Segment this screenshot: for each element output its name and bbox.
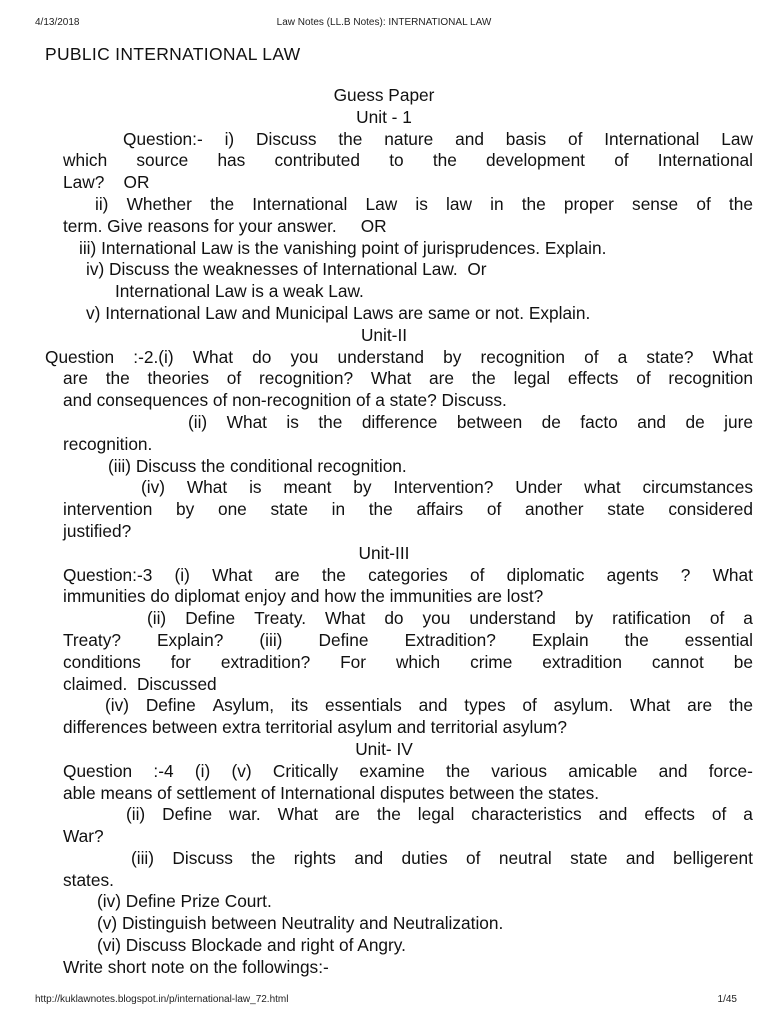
word: another (524, 499, 584, 520)
word: Critically (272, 760, 339, 781)
word: Question (63, 760, 133, 781)
word: nature (384, 128, 434, 149)
word: is (249, 477, 262, 498)
word: (ii) (188, 411, 208, 432)
word: of (226, 368, 242, 389)
word: Define (145, 695, 196, 716)
word: of (567, 128, 583, 149)
word: of (696, 193, 711, 214)
text-line (126, 804, 753, 826)
word: Question (45, 346, 115, 367)
word: force- (708, 760, 753, 781)
word: crime (470, 651, 513, 672)
word: meant (283, 477, 332, 498)
text-line (63, 630, 753, 652)
section-heading: Unit - 1 (356, 106, 412, 127)
word: source (136, 150, 189, 171)
word: belligerent (673, 847, 753, 868)
word: (iv) (105, 695, 129, 716)
word: the (521, 193, 546, 214)
word: Define (318, 629, 369, 650)
word: to (389, 150, 404, 171)
word: by (574, 608, 594, 629)
text-line: immunities do diplomat enjoy and how the immunities are lost? (63, 586, 544, 607)
word: one (217, 499, 247, 520)
word: recognition (480, 346, 566, 367)
word: be (733, 651, 753, 672)
word: Explain (531, 629, 589, 650)
word: of (470, 564, 485, 585)
word: legal (513, 368, 551, 389)
word: has (217, 150, 246, 171)
word: legal (417, 804, 455, 825)
word: Law (365, 193, 398, 214)
word: in (331, 499, 346, 520)
word: (i) (194, 760, 211, 781)
text-line: Law? OR (63, 172, 150, 193)
word: is (286, 411, 299, 432)
word: do (384, 608, 404, 629)
print-page-number: 1/45 (717, 994, 737, 1005)
word: the (376, 804, 401, 825)
word: International (252, 193, 348, 214)
word: the (321, 564, 346, 585)
word: of (711, 804, 727, 825)
word: the (318, 411, 343, 432)
word: are (334, 804, 360, 825)
text-line: v) International Law and Municipal Laws are same or not. Explain. (86, 302, 591, 323)
word: Question:- (123, 128, 203, 149)
word: for (170, 651, 191, 672)
section-heading: Guess Paper (333, 85, 435, 105)
word: state (607, 499, 645, 520)
word: For (340, 651, 367, 672)
word: Asylum, (212, 695, 275, 716)
word: its (290, 695, 309, 716)
word: facto (580, 411, 618, 432)
word: (ii) (126, 804, 146, 825)
word: and (637, 411, 667, 432)
word: of (709, 608, 725, 629)
word: Intervention? (393, 477, 494, 498)
text-line (105, 695, 753, 717)
word: of (486, 499, 502, 520)
word: de (541, 411, 561, 432)
word: basis (505, 128, 547, 149)
word: diplomatic (506, 564, 585, 585)
word: by (443, 346, 462, 367)
word: Explain? (157, 629, 224, 650)
word: What (712, 346, 753, 367)
word: What (630, 695, 671, 716)
word: What (212, 564, 253, 585)
word: What (370, 368, 412, 389)
word: What (277, 804, 318, 825)
word: What (226, 411, 267, 432)
text-line: (vi) Discuss Blockade and right of Angry. (97, 935, 406, 956)
word: characteristics (471, 804, 582, 825)
word: extradition (542, 651, 622, 672)
word: and (354, 847, 384, 868)
word: is (415, 193, 428, 214)
text-line: (v) Distinguish between Neutrality and Neutralization. (97, 913, 504, 934)
word: state (570, 847, 608, 868)
word: effects (567, 368, 619, 389)
word: effects (644, 804, 695, 825)
word: are (687, 695, 713, 716)
text-line (63, 150, 753, 172)
text-line (123, 129, 753, 151)
word: which (395, 651, 441, 672)
word: What (186, 477, 228, 498)
word: the (338, 128, 363, 149)
word: recognition (668, 368, 753, 389)
text-line: states. (63, 869, 114, 890)
text-line: justified? (63, 520, 132, 541)
word: are (429, 368, 454, 389)
word: Law (721, 128, 753, 149)
word: Define (185, 608, 236, 629)
text-line: (iii) Discuss the conditional recognition. (108, 455, 407, 476)
word: state (270, 499, 308, 520)
word: the (210, 193, 235, 214)
section-heading: Unit-II (360, 324, 408, 345)
word: ? (680, 564, 691, 585)
word: ii) (95, 193, 109, 214)
word: are (63, 368, 88, 389)
text-line (63, 368, 753, 390)
word: Question:-3 (63, 564, 153, 585)
word: by (353, 477, 372, 498)
text-line: Write short note on the followings:- (63, 956, 329, 977)
word: by (176, 499, 195, 520)
word: ratification (612, 608, 691, 629)
word: Treaty. (254, 608, 306, 629)
word: state? (646, 346, 694, 367)
word: sense (632, 193, 679, 214)
word: What (192, 346, 234, 367)
word: examine (359, 760, 425, 781)
word: rights (293, 847, 336, 868)
text-line (63, 652, 753, 674)
word: (iv) (141, 477, 165, 498)
word: Define (162, 804, 213, 825)
word: categories (368, 564, 448, 585)
text-line: claimed. Discussed (63, 673, 217, 694)
word: the (728, 695, 753, 716)
document-body (0, 85, 768, 979)
word: the (251, 847, 276, 868)
word: (iii) (131, 847, 155, 868)
text-line: (iv) Define Prize Court. (97, 891, 272, 912)
word: of (466, 847, 481, 868)
word: asylum. (553, 695, 614, 716)
word: What (324, 608, 366, 629)
section-heading: Unit-III (358, 542, 410, 563)
word: Treaty? (63, 629, 121, 650)
word: cannot (651, 651, 704, 672)
word: and (598, 804, 628, 825)
word: theories (147, 368, 210, 389)
text-line: iii) International Law is the vanishing point of jurisprudences. Explain. (79, 237, 607, 258)
word: International (604, 128, 700, 149)
word: of (614, 150, 629, 171)
text-line: and consequences of non-recognition of a state? Discuss. (63, 390, 507, 411)
word: (ii) (147, 608, 167, 629)
word: Whether (126, 193, 192, 214)
word: of (584, 346, 599, 367)
word: Under (515, 477, 563, 498)
word: you (290, 346, 319, 367)
word: de (685, 411, 705, 432)
text-line (63, 565, 753, 587)
text-line: recognition. (63, 433, 153, 454)
word: considered (668, 499, 753, 520)
word: :-2.(i) (133, 346, 174, 367)
word: (i) (174, 564, 190, 585)
word: development (486, 150, 585, 171)
word: circumstances (642, 477, 753, 498)
text-line (188, 412, 753, 434)
word: the (471, 368, 496, 389)
word: the (368, 499, 393, 520)
text-line (147, 608, 753, 630)
word: conditions (63, 651, 141, 672)
print-url: http://kuklawnotes.blogspot.in/p/international-law_72.html (35, 994, 289, 1005)
word: :-4 (153, 760, 174, 781)
word: difference (361, 411, 438, 432)
word: Discuss (172, 847, 233, 868)
word: you (422, 608, 451, 629)
word: agents (606, 564, 659, 585)
word: a (743, 608, 753, 629)
word: neutral (498, 847, 552, 868)
word: Extradition? (404, 629, 496, 650)
word: of (522, 695, 537, 716)
word: and (658, 760, 688, 781)
text-line (95, 194, 753, 216)
word: a (617, 346, 628, 367)
word: (iii) (259, 629, 283, 650)
print-page-title: Law Notes (LL.B Notes): INTERNATIONAL LAW (276, 17, 492, 28)
word: a (743, 804, 753, 825)
text-line (45, 347, 753, 369)
text-line: term. Give reasons for your answer. OR (63, 215, 387, 236)
word: (v) (231, 760, 252, 781)
word: understand (469, 608, 556, 629)
word: understand (337, 346, 424, 367)
text-line: War? (63, 826, 104, 847)
word: what (584, 477, 621, 498)
word: do (252, 346, 272, 367)
word: jure (724, 411, 753, 432)
word: What (712, 564, 753, 585)
word: essentials (324, 695, 402, 716)
word: types (464, 695, 506, 716)
word: affairs (416, 499, 464, 520)
word: contributed (274, 150, 361, 171)
word: the (105, 368, 130, 389)
word: war. (229, 804, 261, 825)
word: Discuss (256, 128, 317, 149)
word: law (446, 193, 472, 214)
word: and (455, 128, 484, 149)
text-line: able means of settlement of International disputes between the states. (63, 782, 600, 803)
print-date: 4/13/2018 (35, 17, 80, 28)
word: which (63, 150, 108, 171)
word: essential (684, 629, 753, 650)
word: duties (401, 847, 448, 868)
document-title: PUBLIC INTERNATIONAL LAW (45, 44, 301, 64)
word: the (432, 150, 457, 171)
word: International (657, 150, 753, 171)
word: the (624, 629, 649, 650)
word: the (445, 760, 471, 781)
text-line: differences between extra territorial asylum and territorial asylum? (63, 717, 567, 738)
word: amicable (568, 760, 638, 781)
word: between (456, 411, 523, 432)
word: the (728, 193, 753, 214)
word: in (490, 193, 504, 214)
word: i) (224, 128, 235, 149)
text-line: iv) Discuss the weaknesses of International Law. Or (86, 259, 487, 280)
section-heading: Unit- IV (355, 738, 413, 759)
text-line: International Law is a weak Law. (115, 281, 364, 302)
text-line (63, 761, 753, 783)
text-line (141, 477, 753, 499)
word: and (418, 695, 448, 716)
word: are (274, 564, 300, 585)
word: various (491, 760, 547, 781)
word: intervention (63, 499, 153, 520)
word: proper (563, 193, 614, 214)
word: of (636, 368, 651, 389)
word: and (625, 847, 655, 868)
word: recognition? (258, 368, 354, 389)
word: extradition? (220, 651, 311, 672)
text-line (131, 848, 753, 870)
text-line (63, 499, 753, 521)
